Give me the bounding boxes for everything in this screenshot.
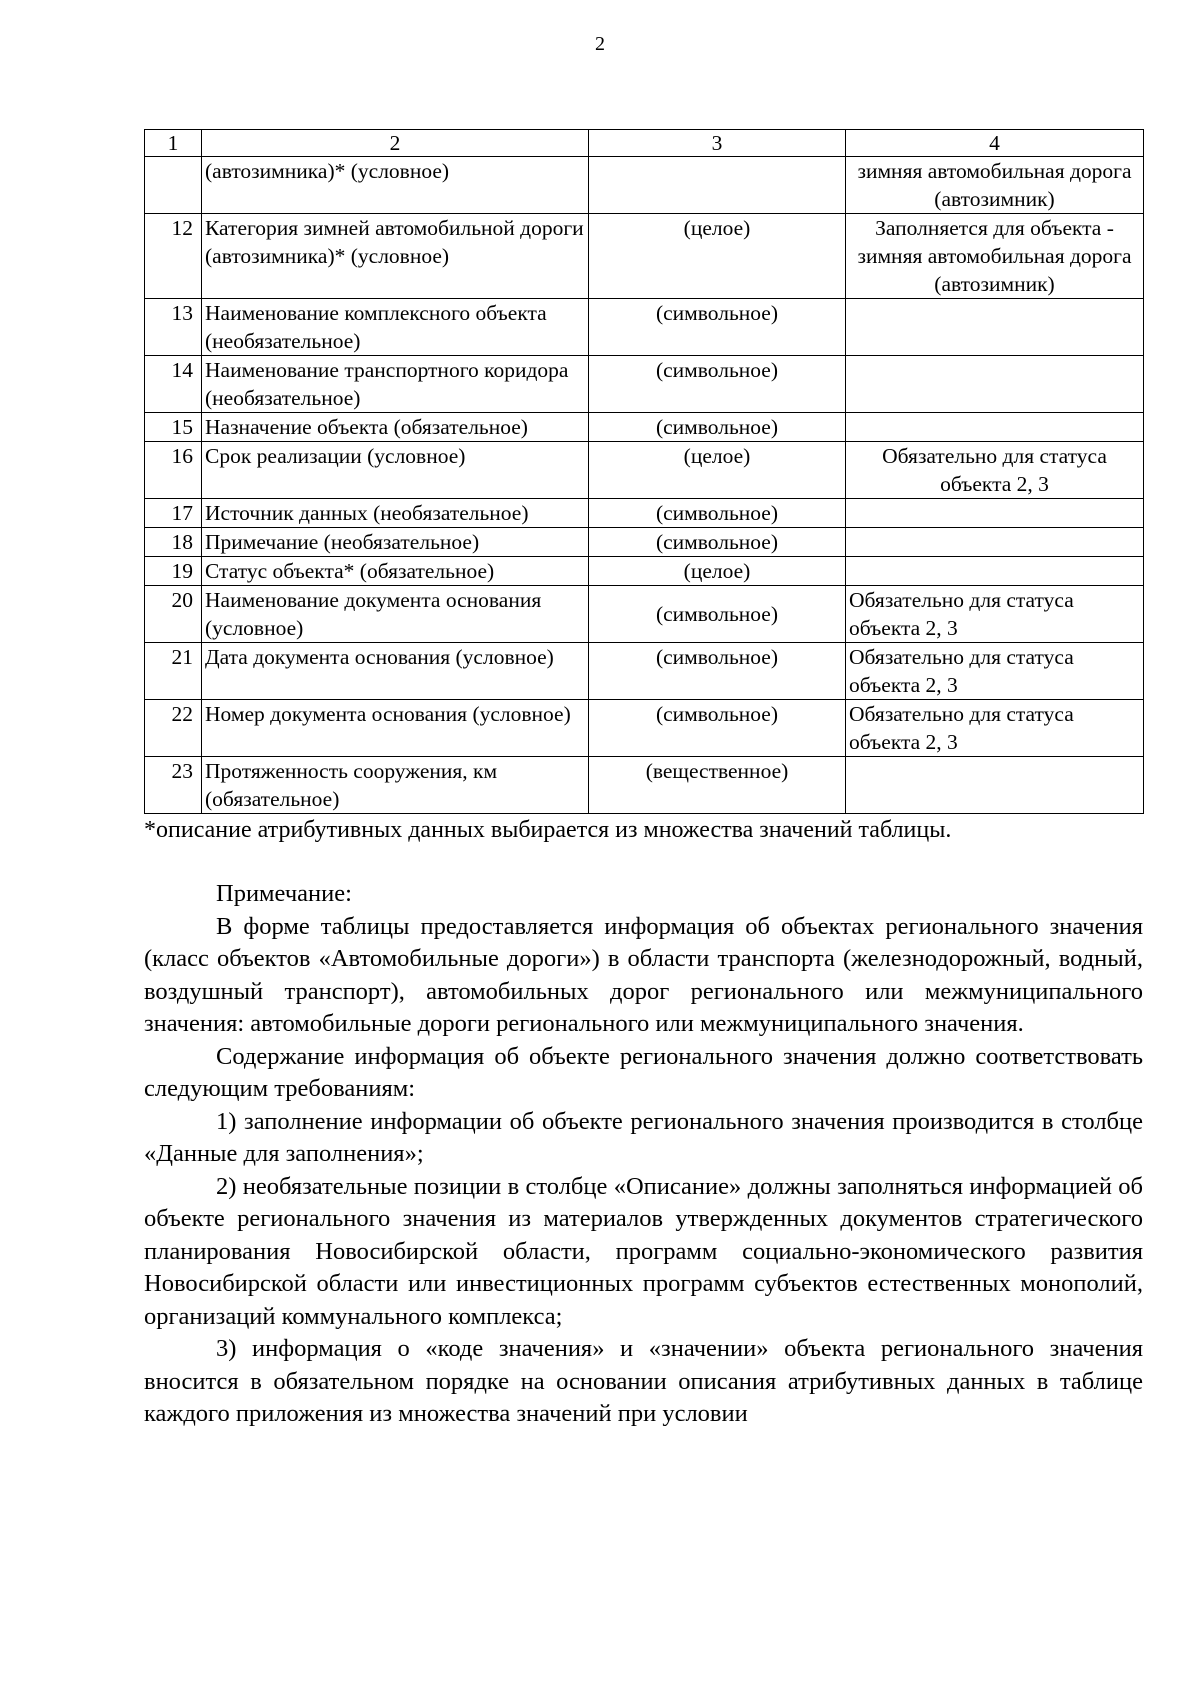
description xyxy=(846,356,1144,413)
description: Обязательно для статуса объекта 2, 3 xyxy=(846,643,1144,700)
attribute-name: Категория зимней автомобильной дороги (автозимника)* (условное) xyxy=(202,214,589,299)
row-number: 18 xyxy=(145,528,202,557)
row-number: 22 xyxy=(145,700,202,757)
table-row xyxy=(145,700,1144,757)
row-number: 19 xyxy=(145,557,202,586)
table-row xyxy=(145,643,1144,700)
description: Заполняется для объекта - зимняя автомобильная дорога (автозимник) xyxy=(846,214,1144,299)
description xyxy=(846,413,1144,442)
data-type: (целое) xyxy=(589,442,846,499)
attribute-name: Наименование транспортного коридора (необязательное) xyxy=(202,356,589,413)
row-number: 23 xyxy=(145,757,202,814)
row-number: 21 xyxy=(145,643,202,700)
data-type: (символьное) xyxy=(589,299,846,356)
description xyxy=(846,557,1144,586)
data-type: (вещественное) xyxy=(589,757,846,814)
row-number xyxy=(145,157,202,214)
attribute-name: Статус объекта* (обязательное) xyxy=(202,557,589,586)
data-type: (символьное) xyxy=(589,356,846,413)
row-number: 17 xyxy=(145,499,202,528)
attribute-name: Источник данных (необязательное) xyxy=(202,499,589,528)
column-header: 2 xyxy=(202,130,589,157)
description: Обязательно для статуса объекта 2, 3 xyxy=(846,586,1144,643)
table-row xyxy=(145,757,1144,814)
data-type: (символьное) xyxy=(589,700,846,757)
data-type: (символьное) xyxy=(589,413,846,442)
row-number: 13 xyxy=(145,299,202,356)
row-number: 14 xyxy=(145,356,202,413)
attribute-name: Наименование комплексного объекта (необязательное) xyxy=(202,299,589,356)
table-row xyxy=(145,413,1144,442)
page-number: 2 xyxy=(595,33,605,55)
table-header-row xyxy=(145,130,1144,157)
table-row xyxy=(145,442,1144,499)
attribute-name: (автозимника)* (условное) xyxy=(202,157,589,214)
data-type: (целое) xyxy=(589,214,846,299)
attribute-name: Протяженность сооружения, км (обязательное) xyxy=(202,757,589,814)
notes-paragraph: Содержание информация об объекте регионального значения должно соответствовать следующим требованиям: xyxy=(144,1042,1143,1102)
data-type: (целое) xyxy=(589,557,846,586)
description xyxy=(846,499,1144,528)
description: Обязательно для статуса объекта 2, 3 xyxy=(846,700,1144,757)
row-number: 16 xyxy=(145,442,202,499)
row-number: 20 xyxy=(145,586,202,643)
column-header: 4 xyxy=(846,130,1144,157)
table-row xyxy=(145,157,1144,214)
table-row xyxy=(145,499,1144,528)
data-type: (символьное) xyxy=(589,499,846,528)
notes-paragraph: В форме таблицы предоставляется информация об объектах регионального значения (класс объектов «Автомобильные дороги») в области транспорта (железнодорожный, водный, воздушный транспорт), автомобильных дорог регионального или межмуниципального значения: автомобильные дороги регионального или межмуниципального значения. xyxy=(144,912,1143,1037)
table-row xyxy=(145,586,1144,643)
description xyxy=(846,757,1144,814)
column-header: 1 xyxy=(145,130,202,157)
table-row xyxy=(145,356,1144,413)
notes-heading: Примечание: xyxy=(216,880,352,907)
data-type: (символьное) xyxy=(589,528,846,557)
table-row xyxy=(145,214,1144,299)
description xyxy=(846,528,1144,557)
row-number: 12 xyxy=(145,214,202,299)
attribute-name: Номер документа основания (условное) xyxy=(202,700,589,757)
description: Обязательно для статуса объекта 2, 3 xyxy=(846,442,1144,499)
data-type xyxy=(589,157,846,214)
notes-paragraph: 2) необязательные позиции в столбце «Описание» должны заполняться информацией об объекте регионального значения из материалов утвержденных документов стратегического планирования Новосибирской области, программ социально-экономического развития Новосибирской области или инвестиционных программ субъектов естественных монополий, организаций коммунального комплекса; xyxy=(144,1172,1143,1330)
table-row xyxy=(145,299,1144,356)
table-row xyxy=(145,528,1144,557)
notes-paragraph: 3) информация о «коде значения» и «значении» объекта регионального значения вносится в обязательном порядке на основании описания атрибутивных данных в таблице каждого приложения из множества значений при условии xyxy=(144,1335,1143,1427)
column-header: 3 xyxy=(589,130,846,157)
attribute-table xyxy=(144,129,1144,814)
attribute-name: Наименование документа основания (условное) xyxy=(202,586,589,643)
row-number: 15 xyxy=(145,413,202,442)
data-type: (символьное) xyxy=(589,643,846,700)
description xyxy=(846,299,1144,356)
table-footnote: *описание атрибутивных данных выбирается из множества значений таблицы. xyxy=(144,817,952,843)
attribute-name: Дата документа основания (условное) xyxy=(202,643,589,700)
notes-paragraph: 1) заполнение информации об объекте регионального значения производится в столбце «Данные для заполнения»; xyxy=(144,1107,1143,1167)
attribute-name: Примечание (необязательное) xyxy=(202,528,589,557)
description: зимняя автомобильная дорога (автозимник) xyxy=(846,157,1144,214)
notes-section xyxy=(144,878,1143,1431)
attribute-name: Срок реализации (условное) xyxy=(202,442,589,499)
table-row xyxy=(145,557,1144,586)
data-type: (символьное) xyxy=(589,586,846,643)
attribute-name: Назначение объекта (обязательное) xyxy=(202,413,589,442)
